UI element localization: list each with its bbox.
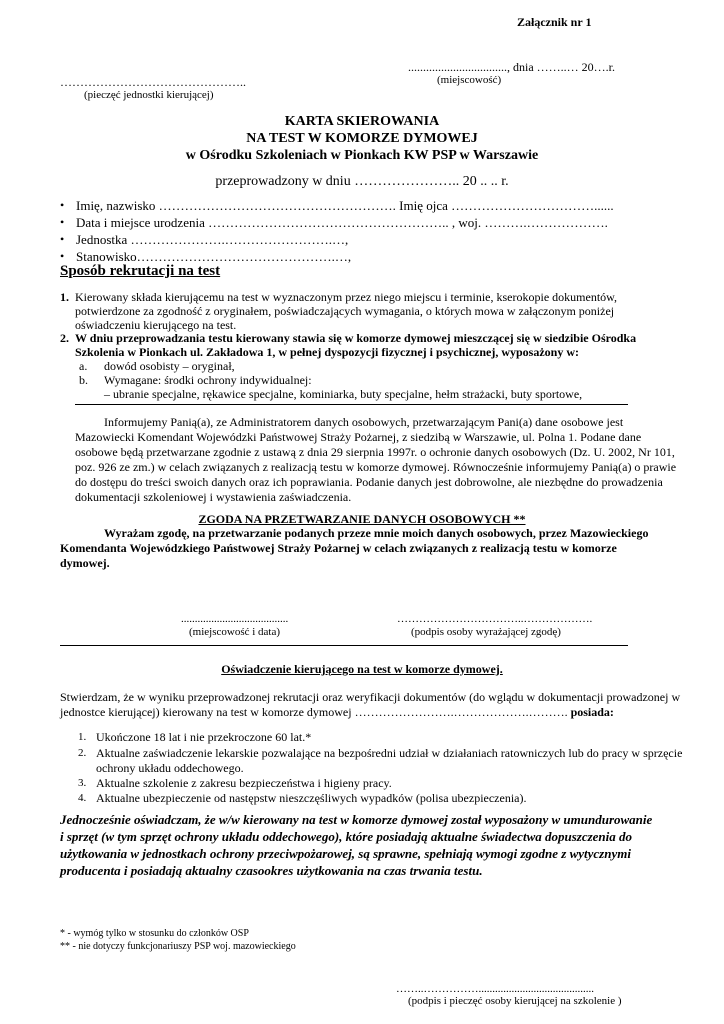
field-birth: Data i miejsce urodzenia ……………………………………………….. , woj. ……….………………. — [76, 215, 608, 230]
title-line-2: NA TEST W KOMORZE DYMOWEJ — [246, 131, 478, 146]
final-statement-1: Jednocześnie oświadczam, że w/w kierowany na test w komorze dymowej został wyposażony w umundurowanie — [60, 812, 653, 827]
stamp-line: ……………………………………….. — [60, 75, 246, 89]
bullet-icon: • — [60, 198, 65, 212]
divider — [75, 404, 628, 405]
declaration-intro-1: Stwierdzam, że w wyniku przeprowadzonej rekrutacji oraz weryfikacji dokumentów (do wglądu w dokumentacji prowadzonej w — [60, 690, 681, 704]
item1-number: 1. — [60, 290, 69, 304]
declaration-item-1: Ukończone 18 lat i nie przekroczone 60 lat.* — [96, 730, 312, 744]
list-number: 1. — [78, 731, 87, 743]
info-line-4: poz. 926 ze zm.) w celach związanych z realizacją testu w komorze dymowej. Równocześnie informujemy Panią(a) o prawie — [75, 460, 677, 474]
info-line-6: dokumentacji szkoleniowej i wystawienia zaświadczenia. — [75, 490, 352, 504]
stamp-caption: (pieczęć jednostki kierującej) — [84, 89, 214, 101]
sub-a-marker: a. — [79, 359, 88, 373]
recruitment-heading: Sposób rekrutacji na test — [60, 263, 221, 279]
declaration-item-2: Aktualne zaświadczenie lekarskie pozwalające na bezpośredni udział w działaniach ratowniczych lub do pracy w sprzęcie — [96, 746, 683, 760]
divider — [60, 645, 628, 646]
bullet-icon: • — [60, 215, 65, 229]
sub-b-text: Wymagane: środki ochrony indywidualnej: — [104, 373, 312, 387]
declaration-item-2-cont: ochrony układu oddechowego. — [96, 761, 244, 775]
consent-place-caption: (miejscowość i data) — [189, 626, 281, 638]
consent-line-2: Komendanta Wojewódzkiego Państwowej Straży Pożarnej w celach związanych z realizacją testu w komorze — [60, 541, 617, 555]
item2-line-2: Szkolenia w Pionkach ul. Zakładowa 1, w pełnej dyspozycji fizycznej i psychicznej, wyposażony w: — [75, 345, 580, 359]
field-unit: Jednostka ………………….…………………….…, — [76, 232, 349, 247]
item2-number: 2. — [60, 331, 69, 345]
bullet-icon: • — [60, 232, 65, 246]
info-line-5: do dostępu do treści swoich danych oraz ich poprawiania. Podanie danych jest dobrowolne, ale niezbędne do prowadzenia — [75, 475, 663, 489]
footnote-1: * - wymóg tylko w stosunku do członków OSP — [60, 928, 249, 939]
consent-sign-caption: (podpis osoby wyrażającej zgodę) — [411, 626, 561, 638]
title-line-1: KARTA SKIEROWANIA — [284, 114, 440, 129]
item1-line-1: Kierowany składa kierującemu na test w wyznaczonym przez niego miejscu i terminie, kserokopie dokumentów, — [75, 290, 618, 304]
consent-heading: ZGODA NA PRZETWARZANIE DANYCH OSOBOWYCH ** — [198, 512, 526, 526]
field-name: Imię, nazwisko ………………………………………………. Imię ojca ……………………………...... — [76, 198, 614, 213]
bullet-icon: • — [60, 249, 65, 263]
info-line-1: Informujemy Panią(a), ze Administratorem danych osobowych, przetwarzającym Pani(a) dane osobowe jest — [104, 415, 624, 429]
item1-line-2: potwierdzone za zgodność z oryginałem, poświadczających wymagania, o których mowa w załączonym poniżej — [75, 304, 615, 318]
conducted-date: przeprowadzony w dniu ………………….. 20 .. .. r. — [215, 174, 509, 189]
final-statement-2: i sprzęt (w tym sprzęt ochrony układu oddechowego), które posiadają aktualne świadectwa dopuszczenia do — [60, 829, 633, 844]
consent-line-1: Wyrażam zgodę, na przetwarzanie podanych przeze mnie moich danych osobowych, przez Mazowieckiego — [104, 526, 649, 540]
final-statement-3: użytkowania w jednostkach ochrony przeciwpożarowej, są sprawne, spełniają wymogi zgodne z wytycznymi — [60, 846, 631, 861]
declaration-intro-2: jednostce kierującej) kierowany na test w komorze dymowej …………………….……………….………. posiada: — [60, 705, 614, 719]
info-line-3: osobowe będą przetwarzane zgodnie z ustawą z dnia 29 sierpnia 1997r. o ochronie danych osobowych (Dz. U. 2002, Nr 101, — [75, 445, 675, 459]
place-caption: (miejscowość) — [437, 74, 502, 86]
signature-line: ……..…………….......................................... — [396, 983, 594, 995]
field-position: Stanowisko……………………………………….…, — [76, 249, 352, 264]
list-number: 4. — [78, 792, 87, 804]
final-statement-4: producenta i posiadają aktualny czasookres użytkowania na czas trwania testu. — [60, 863, 483, 878]
list-number: 2. — [78, 747, 87, 759]
sub-a-text: dowód osobisty – oryginał, — [104, 359, 235, 373]
declaration-item-4: Aktualne ubezpieczenie od następstw nieszczęśliwych wypadków (polisa ubezpieczenia). — [96, 791, 527, 805]
list-number: 3. — [78, 777, 87, 789]
declaration-heading: Oświadczenie kierującego na test w komorze dymowej. — [221, 662, 503, 676]
declaration-item-3: Aktualne szkolenie z zakresu bezpieczeństwa i higieny pracy. — [96, 776, 392, 790]
signature-caption: (podpis i pieczęć osoby kierującej na szkolenie ) — [408, 995, 622, 1007]
info-line-2: Mazowiecki Komendant Wojewódzki Państwowej Straży Pożarnej, z siedzibą w Warszawie, ul. Polna 1. Podane dane — [75, 430, 642, 444]
item1-line-3: oświadczeniu kierującego na test. — [75, 318, 237, 332]
consent-sign-line: ……………………………..………………. — [397, 613, 593, 625]
title-line-3: w Ośrodku Szkoleniach w Pionkach KW PSP w Warszawie — [185, 148, 539, 163]
footnote-2: ** - nie dotyczy funkcjonariuszy PSP woj. mazowieckiego — [60, 941, 296, 952]
date-line: ................................., dnia ……..… 20….r. — [408, 60, 615, 74]
attachment-label: Załącznik nr 1 — [517, 15, 592, 29]
item2-line-1: W dniu przeprowadzania testu kierowany stawia się w komorze dymowej mieszczącej się w siedzibie Ośrodka — [75, 331, 637, 345]
consent-line-3: dymowej. — [60, 556, 110, 570]
consent-place-line: ....................................... — [181, 613, 289, 625]
sub-b-detail: – ubranie specjalne, rękawice specjalne, kominiarka, buty specjalne, hełm strażacki, buty sportowe, — [104, 387, 583, 401]
sub-b-marker: b. — [79, 373, 88, 387]
